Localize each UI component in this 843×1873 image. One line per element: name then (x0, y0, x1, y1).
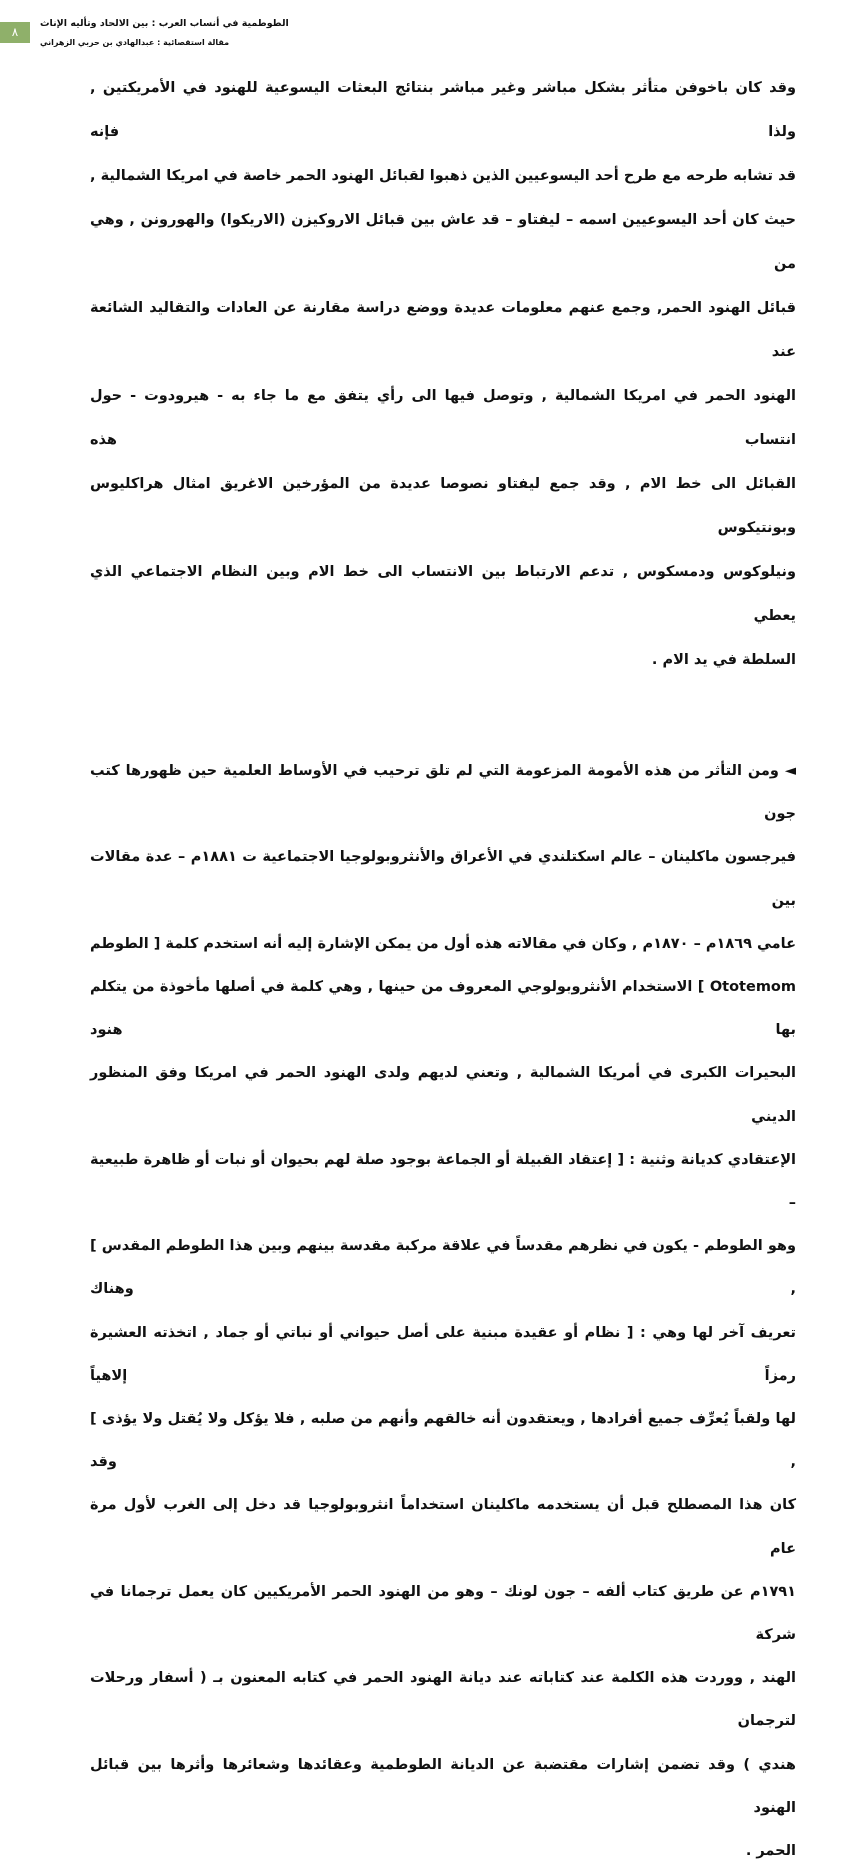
text-line: Ototemom ] الاستخدام الأنثروبولوجي المعروف من حينها , وهي كلمة في أصلها مأخوذة من يتكلم بها هنود (90, 979, 796, 1039)
text-line: قد تشابه طرحه مع طرح أحد اليسوعيين الذين ذهبوا لقبائل الهنود الحمر خاصة في امريكا الشمالية , (90, 168, 796, 184)
running-header-title: الطوطمية في أنساب العرب : بين الالحاد وتأليه الإناث (40, 18, 289, 29)
text-line: الهنود الحمر في امريكا الشمالية , وتوصل فيها الى رأي يتفق مع ما جاء به - هيرودوت - حول انتساب هذه (90, 388, 796, 448)
text-line: ١٧٩١م عن طريق كتاب ألفه – جون لونك – وهو من الهنود الحمر الأمريكيين كان يعمل ترجمانا في شركة (90, 1583, 796, 1644)
text-line: الحمر . (745, 1843, 796, 1860)
page-number-badge: ٨ (0, 22, 30, 43)
text-line: حيث كان أحد اليسوعيين اسمه – ليفتاو – قد عاش بين قبائل الاروكيزن (الاريكوا) والهورونن , وهي من (90, 212, 796, 272)
paragraph-1 (90, 66, 796, 682)
text-line: قبائل الهنود الحمر, وجمع عنهم معلومات عديدة ووضع دراسة مقارنة عن العادات والتقاليد الشائعة عند (90, 300, 796, 360)
text-line: عامي ١٨٦٩م – ١٨٧٠م , وكان في مقالاته هذه أول من يمكن الإشارة إليه أنه استخدم كلمة [ الطوطم (90, 935, 796, 952)
text-line: البحيرات الكبرى في أمريكا الشمالية , وتعني لديهم ولدى الهنود الحمر في امريكا وفق المنظور الديني (90, 1065, 796, 1125)
text-line: هندي ) وقد تضمن إشارات مقتضبة عن الديانة الطوطمية وعقائدها وشعائرها وأثرها بين قبائل الهنود (90, 1756, 796, 1816)
paragraph-2 (90, 750, 796, 1873)
text-line: وقد كان باخوفن متأثر بشكل مباشر وغير مباشر بنتائج البعثات اليسوعية للهنود في الأمريكتين , ولذا فإنه (90, 80, 796, 140)
text-line: الإعتقادي كديانة وثنية : [ إعتقاد القبيلة أو الجماعة بوجود صلة لهم بحيوان أو نبات أو ظاهرة طبيعية – (90, 1151, 796, 1212)
text-line: فيرجسون ماكلينان – عالم اسكتلندي في الأعراق والأنثروبولوجيا الاجتماعية ت ١٨٨١م – عدة مقالات بين (90, 849, 796, 909)
text-line: كان هذا المصطلح قبل أن يستخدمه ماكلينان استخداماً انثروبولوجيا قد دخل إلى الغرب لأول مرة عام (90, 1497, 796, 1557)
text-line: ◄ ومن التأثر من هذه الأمومة المزعومة التي لم تلق ترحيب في الأوساط العلمية حين ظهورها كتب جون (90, 763, 796, 823)
text-line: ونيلوكوس ودمسكوس , تدعم الارتباط بين الانتساب الى خط الام وبين النظام الاجتماعي الذي يعطي (90, 564, 796, 624)
text-line: الهند , ووردت هذه الكلمة عند كتاباته عند ديانة الهنود الحمر في كتابه المعنون بـ ( أسفار ورحلات لترجمان (90, 1670, 796, 1730)
text-line: القبائل الى خط الام , وقد جمع ليفتاو نصوصا عديدة من المؤرخين الاغريق امثال هراكليوس وبونتيكوس (90, 476, 796, 536)
text-line: لها ولقباً يُعرِّف جميع أفرادها , ويعتقدون أنه خالقهم وأنهم من صلبه , فلا يؤكل ولا يُقتل ولا يؤذى ] , وقد (90, 1411, 796, 1471)
text-line: السلطة في يد الام . (651, 652, 796, 668)
text-line: تعريف آخر لها وهي : [ نظام أو عقيدة مبنية على أصل حيواني أو نباتي أو جماد , اتخذته العشيرة رمزاً إلاهياً (90, 1324, 796, 1384)
text-line: وهو الطوطم - يكون في نظرهم مقدساً في علاقة مركبة مقدسة بينهم وبين هذا الطوطم المقدس ] , وهناك (90, 1238, 796, 1298)
running-header (0, 0, 843, 66)
running-header-subtitle: مقالة استقصائية : عبدالهادي بن حربي الزهراني (40, 38, 230, 47)
